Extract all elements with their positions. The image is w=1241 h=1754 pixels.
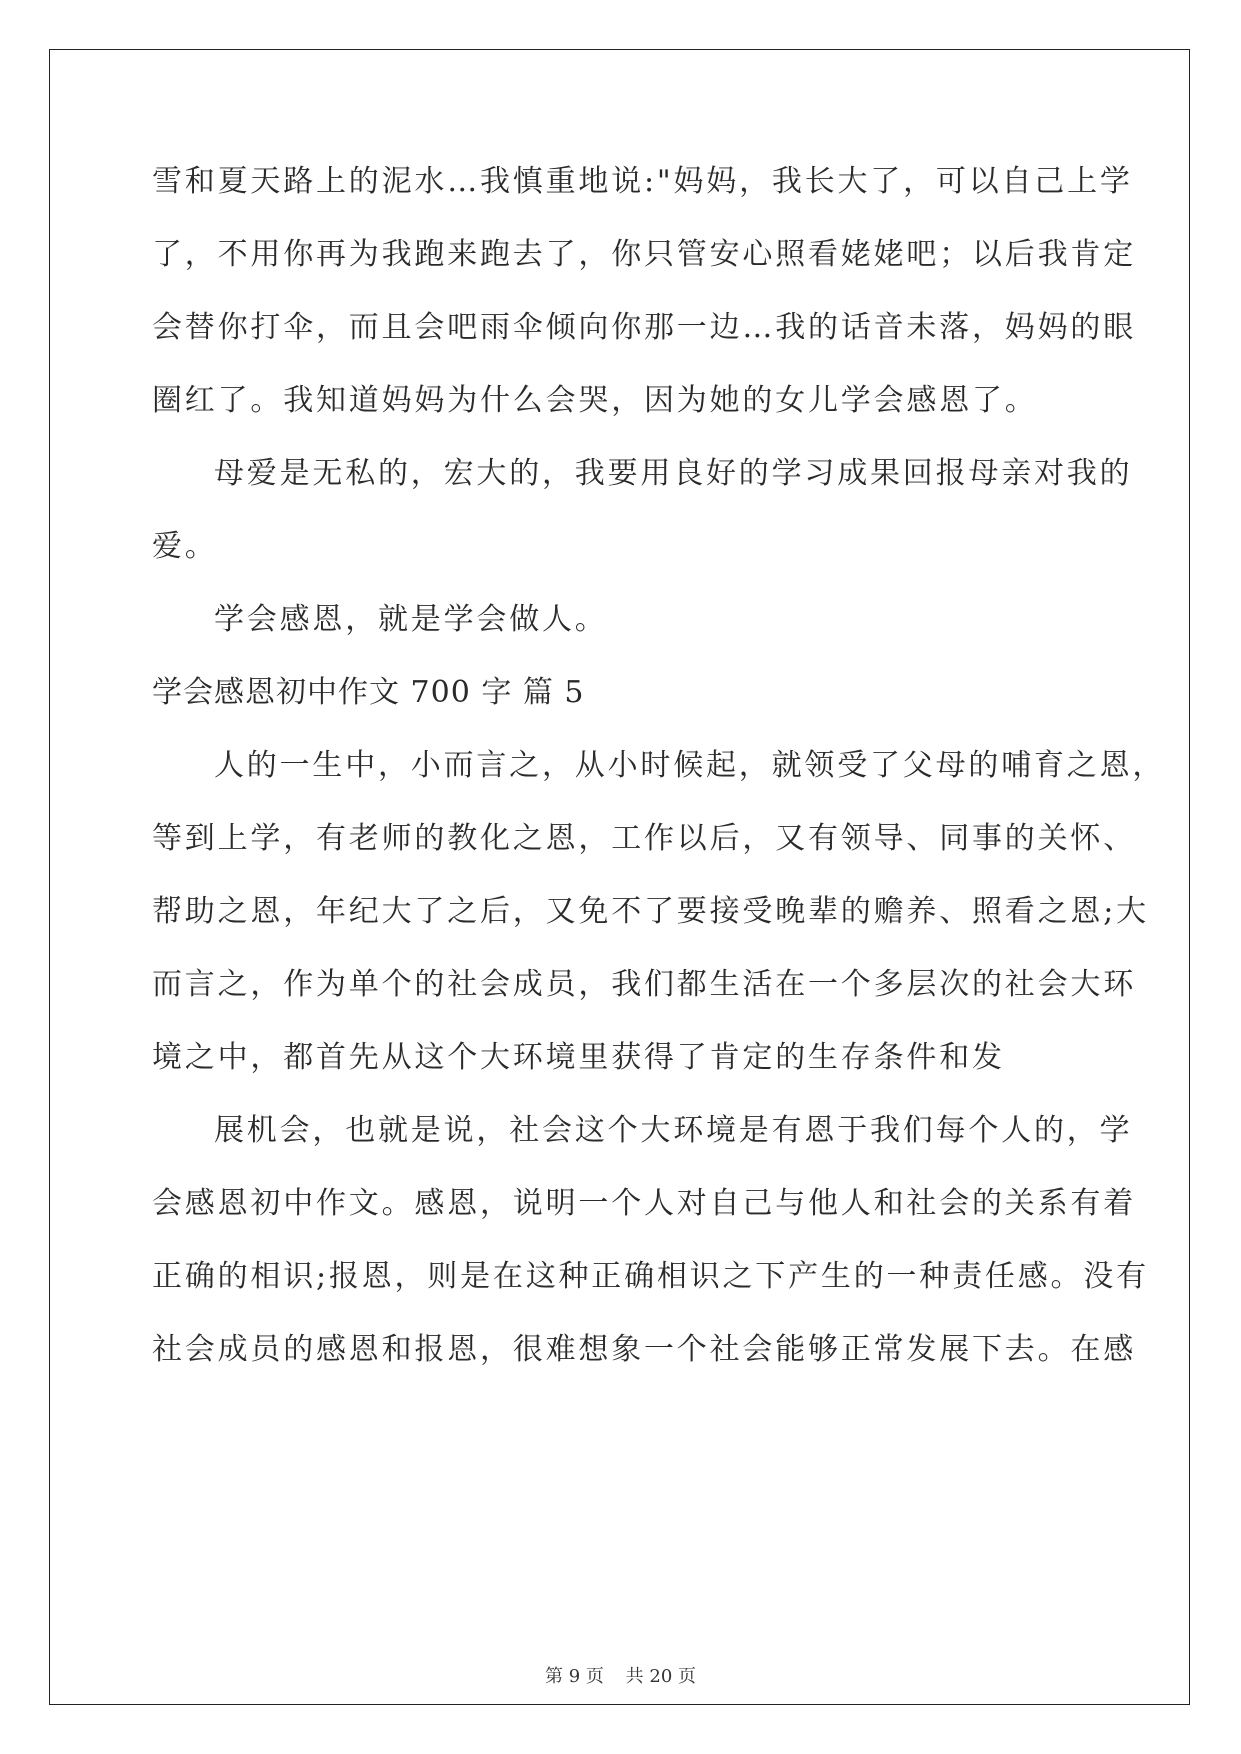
page-total: 共 20 页 [625, 1666, 696, 1687]
text-line: 母爱是无私的，宏大的，我要用良好的学习成果回报母亲对我的 [214, 456, 1133, 491]
text-line: 展机会，也就是说，社会这个大环境是有恩于我们每个人的，学 [214, 1113, 1133, 1148]
text-line: 境之中，都首先从这个大环境里获得了肯定的生存条件和发 [152, 1040, 1005, 1075]
text-line: 而言之，作为单个的社会成员，我们都生活在一个多层次的社会大环 [152, 967, 1136, 1002]
text-line: 了，不用你再为我跑来跑去了，你只管安心照看姥姥吧；以后我肯定 [152, 237, 1136, 272]
text-line: 正确的相识;报恩，则是在这种正确相识之下产生的一种责任感。没有 [152, 1259, 1149, 1294]
text-line: 帮助之恩，年纪大了之后，又免不了要接受晚辈的赡养、照看之恩;大 [152, 894, 1149, 929]
text-line: 学会感恩，就是学会做人。 [214, 602, 608, 637]
page-number: 第 9 页 [545, 1666, 604, 1687]
page-footer [0, 1662, 1241, 1688]
text-line: 会替你打伞，而且会吧雨伞倾向你那一边…我的话音未落，妈妈的眼 [152, 310, 1136, 345]
text-line: 会感恩初中作文。感恩，说明一个人对自己与他人和社会的关系有着 [152, 1186, 1136, 1221]
text-line: 人的一生中，小而言之，从小时候起，就领受了父母的哺育之恩， [214, 748, 1166, 783]
text-line: 圈红了。我知道妈妈为什么会哭，因为她的女儿学会感恩了。 [152, 383, 1038, 418]
text-line: 社会成员的感恩和报恩，很难想象一个社会能够正常发展下去。在感 [152, 1332, 1136, 1367]
section-heading: 学会感恩初中作文 700 字 篇 5 [152, 675, 585, 710]
text-line: 雪和夏天路上的泥水…我慎重地说:"妈妈，我长大了，可以自己上学 [152, 164, 1133, 199]
text-line: 等到上学，有老师的教化之恩，工作以后，又有领导、同事的关怀、 [152, 821, 1136, 856]
page-border [49, 49, 1190, 1705]
text-line: 爱。 [152, 529, 218, 564]
